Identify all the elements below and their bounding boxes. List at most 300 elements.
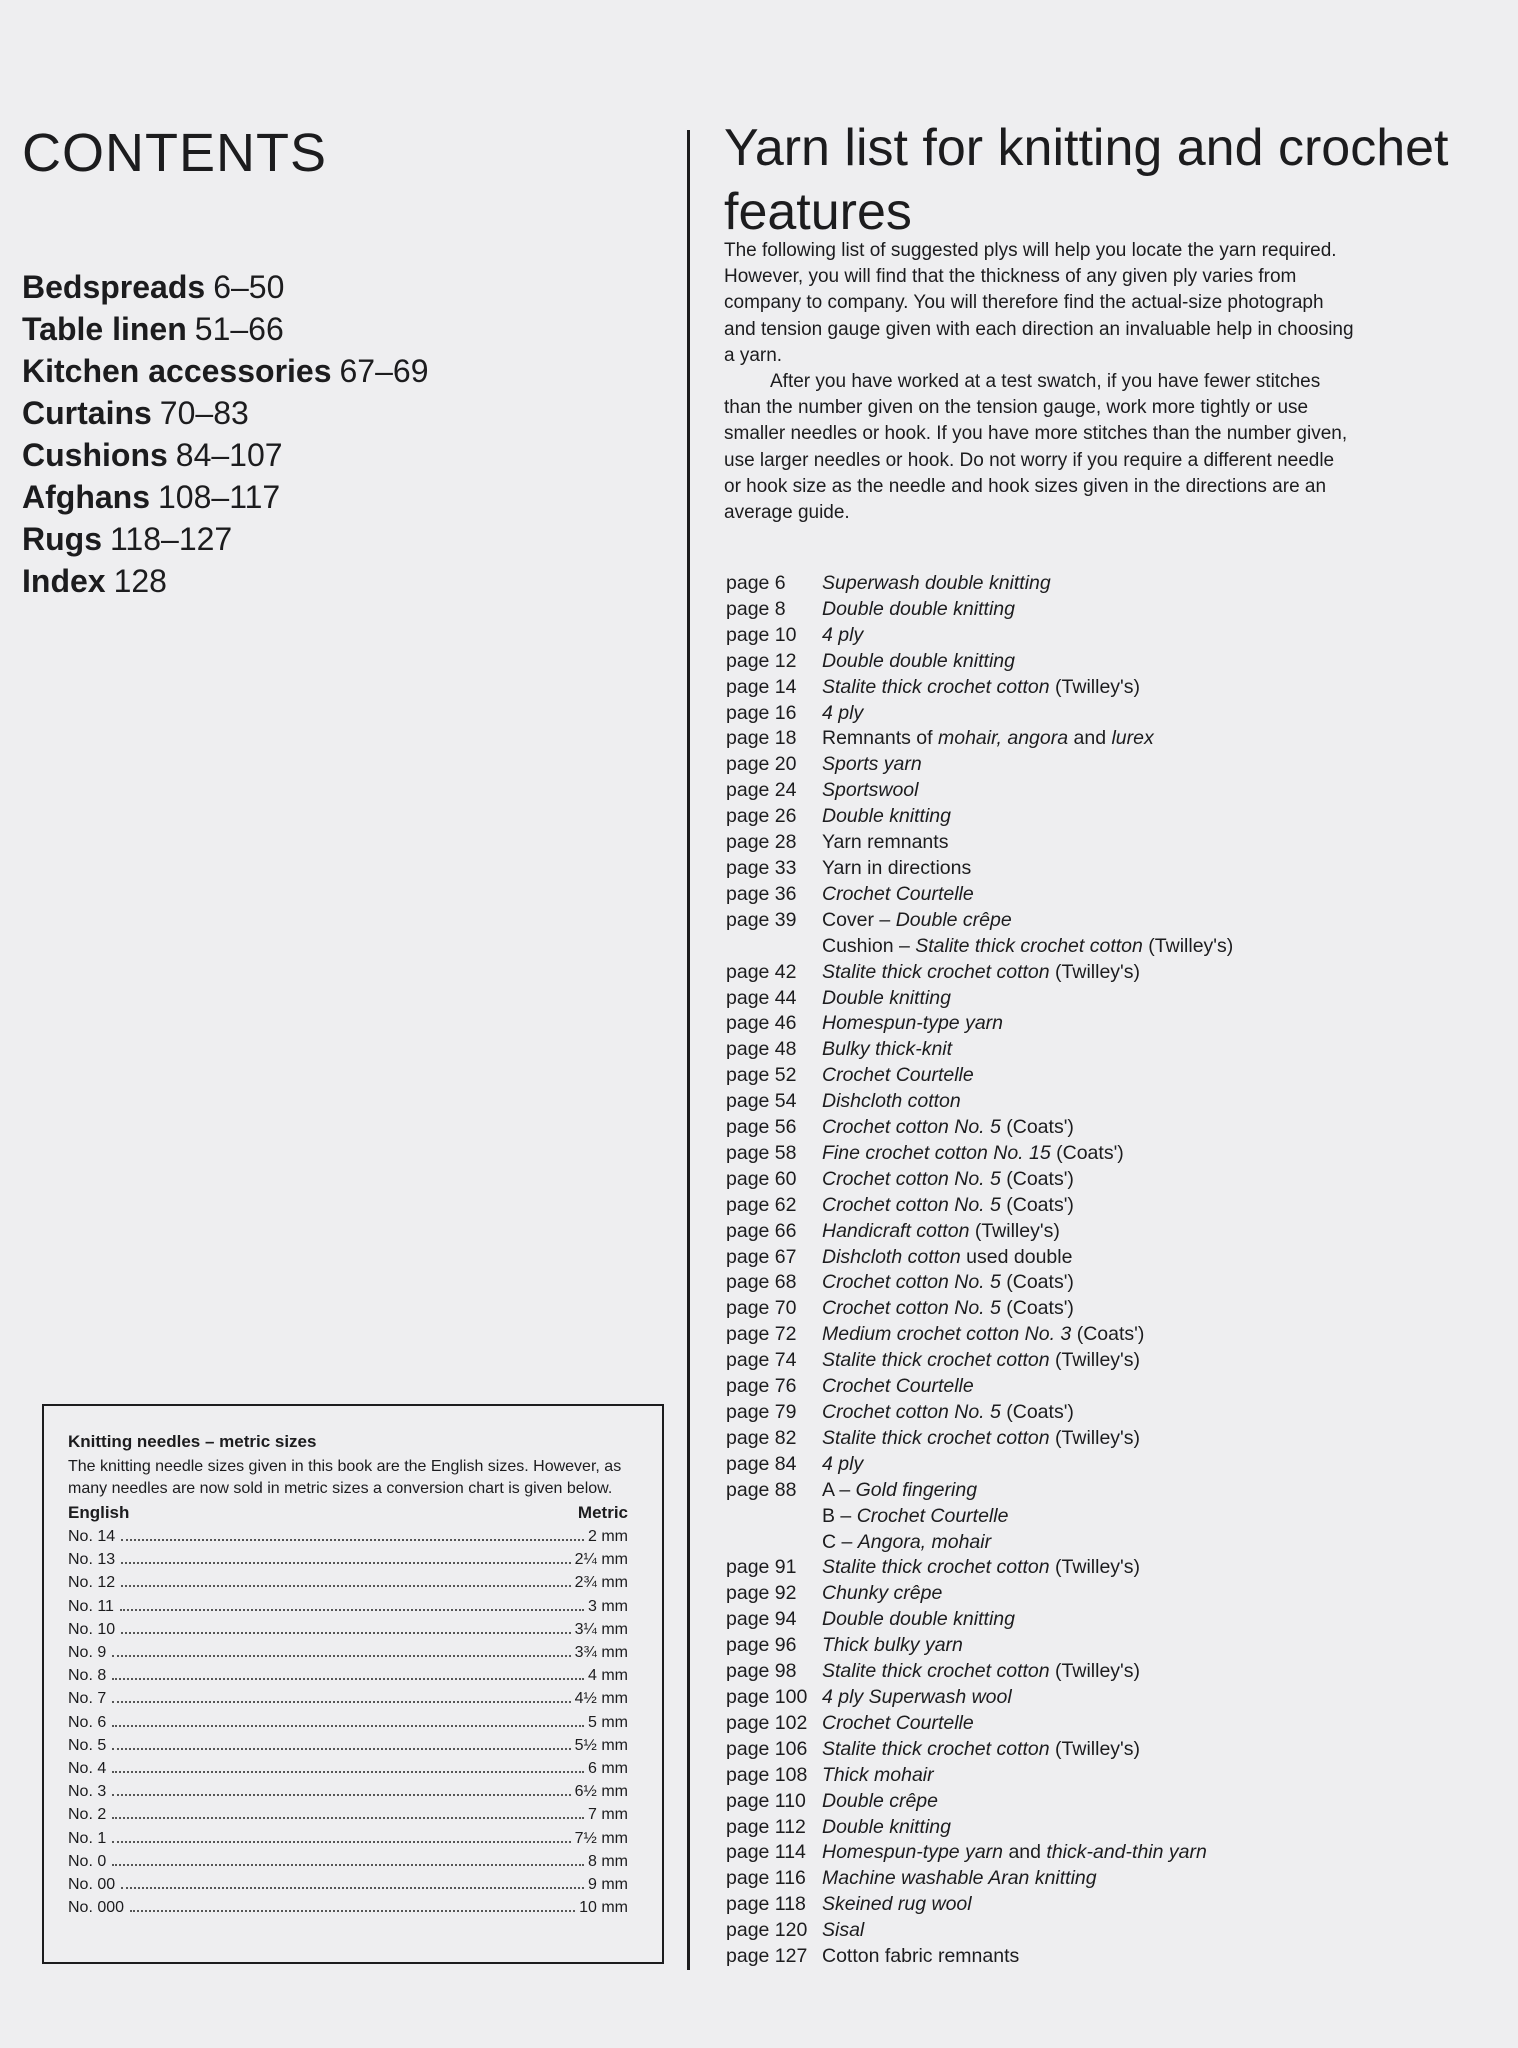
yarn-description xyxy=(822,1115,1074,1141)
yarn-description xyxy=(822,1633,963,1659)
yarn-plain: Remnants of xyxy=(822,727,933,750)
contents-pages: 51–66 xyxy=(194,311,284,347)
needle-row xyxy=(68,1757,628,1780)
yarn-description xyxy=(822,1063,974,1089)
needle-english-size: No. 8 xyxy=(68,1667,107,1685)
yarn-note: (Twilley's) xyxy=(974,1219,1060,1242)
needle-row xyxy=(68,1687,628,1710)
needle-chart-description: The knitting needle sizes given in this book are the English sizes. However, as many needles are now sold in metric sizes a conversion chart is given below. xyxy=(68,1458,622,1497)
yarn-name: Double double knitting xyxy=(822,597,1015,620)
yarn-description xyxy=(822,960,1140,986)
needle-metric-size: 4½ mm xyxy=(574,1690,628,1708)
yarn-description xyxy=(822,1322,1144,1348)
yarn-description xyxy=(822,1270,1074,1296)
yarn-note: (Coats') xyxy=(1006,1297,1074,1320)
needle-english-size: No. 1 xyxy=(68,1829,107,1847)
yarn-row xyxy=(726,960,1486,986)
dot-leader xyxy=(112,1841,570,1843)
contents-section: Kitchen accessories xyxy=(22,353,332,389)
yarn-name: Stalite thick crochet cotton xyxy=(822,1349,1050,1372)
yarn-page xyxy=(726,1530,822,1556)
yarn-row xyxy=(726,1789,1486,1815)
yarn-page: page 36 xyxy=(726,882,797,905)
needle-metric-size: 3¼ mm xyxy=(574,1620,628,1638)
needle-english-size: No. 5 xyxy=(68,1736,107,1754)
yarn-plain: Cover – xyxy=(822,908,891,931)
yarn-row xyxy=(726,856,1486,882)
yarn-plain: and xyxy=(1073,727,1107,750)
needle-metric-size: 4 mm xyxy=(588,1667,628,1685)
contents-section: Cushions xyxy=(22,437,168,473)
yarn-page: page 84 xyxy=(726,1452,797,1475)
yarn-name: Sisal xyxy=(822,1919,865,1942)
needle-row xyxy=(68,1664,628,1687)
needle-english-size: No. 13 xyxy=(68,1551,116,1569)
yarn-description xyxy=(822,1167,1074,1193)
yarn-description xyxy=(822,1478,977,1504)
needle-metric-size: 5 mm xyxy=(588,1713,628,1731)
yarn-page: page 44 xyxy=(726,986,797,1009)
yarn-page: page 79 xyxy=(726,1401,797,1423)
dot-leader xyxy=(121,1562,571,1564)
needle-row xyxy=(68,1734,628,1757)
yarn-name: Crochet Courtelle xyxy=(822,1711,974,1734)
yarn-row xyxy=(726,1607,1486,1633)
yarn-name: mohair, angora xyxy=(937,727,1069,750)
yarn-row xyxy=(726,1763,1486,1789)
yarn-page: page 88 xyxy=(726,1478,797,1501)
yarn-name: Superwash double knitting xyxy=(822,572,1051,594)
needle-metric-size: 9 mm xyxy=(588,1876,628,1894)
intro-paragraph-2: After you have worked at a test swatch, if you have fewer stitches than the number given on the tension gauge, work more tightly or use smaller needles or hook. If you have more stitches than the number given, use larger needles or hook. Do not worry if you require a different needle or hook size as the needle and hook sizes given in the directions are an average guide. xyxy=(724,371,1348,524)
yarn-list-title: Yarn list for knitting and crochet features xyxy=(724,119,1449,241)
yarn-name: Stalite thick crochet cotton xyxy=(822,675,1050,698)
yarn-page: page 33 xyxy=(726,856,797,879)
yarn-page: page 67 xyxy=(726,1245,797,1268)
contents-pages: 128 xyxy=(113,563,167,599)
yarn-row xyxy=(726,1374,1486,1400)
contents-item xyxy=(22,392,428,434)
yarn-page: page 10 xyxy=(726,623,797,646)
contents-pages: 84–107 xyxy=(175,437,283,473)
yarn-description xyxy=(822,1581,942,1607)
yarn-row xyxy=(726,1711,1486,1737)
yarn-page: page 102 xyxy=(726,1711,808,1734)
yarn-page: page 56 xyxy=(726,1116,797,1139)
yarn-page: page 110 xyxy=(726,1789,806,1812)
needle-row xyxy=(68,1827,628,1850)
yarn-page: page 127 xyxy=(726,1945,808,1968)
contents-pages: 108–117 xyxy=(158,479,281,515)
needle-row xyxy=(68,1850,628,1873)
yarn-row xyxy=(726,1504,1486,1530)
yarn-page: page 106 xyxy=(726,1737,808,1760)
yarn-description xyxy=(822,1866,1097,1892)
yarn-description xyxy=(822,1944,1019,1970)
dot-leader xyxy=(112,1655,570,1657)
yarn-name: Gold fingering xyxy=(855,1478,978,1501)
yarn-row xyxy=(726,1892,1486,1918)
yarn-description xyxy=(822,1918,864,1944)
yarn-name: Stalite thick crochet cotton xyxy=(822,1660,1050,1683)
yarn-name: Crochet cotton No. 5 xyxy=(822,1401,1001,1423)
yarn-row xyxy=(726,1141,1486,1167)
yarn-name: Machine washable Aran knitting xyxy=(822,1867,1097,1890)
dot-leader xyxy=(112,1771,584,1773)
yarn-page: page 8 xyxy=(726,597,786,620)
yarn-row xyxy=(726,934,1486,960)
yarn-note: (Coats') xyxy=(1006,1271,1074,1294)
dot-leader xyxy=(112,1678,584,1680)
column-english: English xyxy=(68,1503,130,1522)
needle-english-size: No. 00 xyxy=(68,1876,116,1894)
yarn-row xyxy=(726,986,1486,1012)
dot-leader xyxy=(112,1725,584,1727)
yarn-name: Sports yarn xyxy=(822,753,922,776)
yarn-description xyxy=(822,1530,991,1556)
yarn-row xyxy=(726,908,1486,934)
yarn-page: page 16 xyxy=(726,701,797,724)
needle-row xyxy=(68,1711,628,1734)
yarn-description xyxy=(822,1815,951,1841)
yarn-description xyxy=(822,675,1140,701)
yarn-page: page 6 xyxy=(726,572,786,594)
contents-item xyxy=(22,266,428,308)
needle-english-size: No. 4 xyxy=(68,1760,107,1778)
yarn-row xyxy=(726,1633,1486,1659)
yarn-name: Double knitting xyxy=(822,986,951,1009)
yarn-page: page 74 xyxy=(726,1349,797,1372)
yarn-note: (Twilley's) xyxy=(1055,1426,1141,1449)
yarn-row xyxy=(726,1944,1486,1970)
yarn-note: (Twilley's) xyxy=(1148,934,1234,957)
yarn-page: page 120 xyxy=(726,1919,808,1942)
contents-pages: 70–83 xyxy=(159,395,249,431)
yarn-page: page 76 xyxy=(726,1375,797,1398)
yarn-description xyxy=(822,649,1015,675)
contents-list xyxy=(22,266,428,602)
yarn-description xyxy=(822,571,1051,597)
yarn-description xyxy=(822,1711,974,1737)
yarn-row xyxy=(726,726,1486,752)
yarn-row xyxy=(726,778,1486,804)
yarn-description xyxy=(822,701,863,727)
column-divider xyxy=(687,130,690,1970)
needle-metric-size: 7 mm xyxy=(588,1806,628,1824)
yarn-name: Chunky crêpe xyxy=(822,1582,943,1605)
yarn-name: Angora, mohair xyxy=(857,1530,992,1553)
yarn-page: page 20 xyxy=(726,753,797,776)
yarn-name: Medium crochet cotton No. 3 xyxy=(822,1323,1072,1346)
yarn-name: Skeined rug wool xyxy=(822,1893,972,1916)
needle-metric-size: 5½ mm xyxy=(574,1736,628,1754)
needle-english-size: No. 2 xyxy=(68,1806,107,1824)
yarn-description xyxy=(822,1348,1140,1374)
yarn-description xyxy=(822,1840,1207,1866)
dot-leader xyxy=(121,1887,584,1889)
yarn-page: page 14 xyxy=(726,675,797,698)
yarn-plain: B – xyxy=(822,1504,852,1527)
yarn-name: Double double knitting xyxy=(822,649,1015,672)
yarn-note: (Twilley's) xyxy=(1055,675,1141,698)
needle-metric-size: 6½ mm xyxy=(574,1783,628,1801)
yarn-page: page 48 xyxy=(726,1038,797,1061)
yarn-name: Crochet cotton No. 5 xyxy=(822,1167,1001,1190)
yarn-plain: Cushion – xyxy=(822,934,910,957)
yarn-row xyxy=(726,1426,1486,1452)
yarn-description xyxy=(822,778,918,804)
column-metric: Metric xyxy=(577,1503,628,1522)
yarn-row xyxy=(726,1555,1486,1581)
yarn-row xyxy=(726,1737,1486,1763)
yarn-page: page 116 xyxy=(726,1867,806,1890)
yarn-page: page 66 xyxy=(726,1219,797,1242)
yarn-description xyxy=(822,1089,961,1115)
dot-leader xyxy=(120,1609,584,1611)
yarn-row xyxy=(726,1581,1486,1607)
needle-metric-size: 2 mm xyxy=(588,1528,628,1545)
yarn-name: Crochet cotton No. 5 xyxy=(822,1297,1001,1320)
yarn-description xyxy=(822,1245,1072,1271)
yarn-row xyxy=(726,1322,1486,1348)
yarn-name: Dishcloth cotton xyxy=(822,1090,961,1113)
yarn-row xyxy=(726,675,1486,701)
yarn-row xyxy=(726,1815,1486,1841)
yarn-description xyxy=(822,856,971,882)
contents-pages: 118–127 xyxy=(110,521,233,557)
yarn-note: (Coats') xyxy=(1076,1323,1145,1346)
yarn-note: (Coats') xyxy=(1006,1116,1074,1139)
yarn-name: Double crêpe xyxy=(895,908,1012,931)
dot-leader xyxy=(112,1817,584,1819)
yarn-description xyxy=(822,830,948,856)
dot-leader xyxy=(112,1748,570,1750)
needle-row xyxy=(68,1896,628,1919)
yarn-name: 4 ply xyxy=(822,623,864,646)
yarn-name: Stalite thick crochet cotton xyxy=(822,1556,1050,1579)
yarn-page: page 52 xyxy=(726,1064,797,1087)
yarn-description xyxy=(822,1607,1015,1633)
yarn-description xyxy=(822,1789,938,1815)
yarn-row xyxy=(726,1193,1486,1219)
yarn-description xyxy=(822,986,951,1012)
yarn-row xyxy=(726,1245,1486,1271)
yarn-description xyxy=(822,752,922,778)
yarn-description xyxy=(822,804,951,830)
yarn-page xyxy=(726,1504,822,1530)
needle-english-size: No. 6 xyxy=(68,1713,107,1731)
yarn-description xyxy=(822,1763,934,1789)
yarn-row xyxy=(726,597,1486,623)
yarn-row xyxy=(726,1270,1486,1296)
yarn-name: thick-and-thin yarn xyxy=(1046,1841,1207,1864)
needle-row xyxy=(68,1618,628,1641)
yarn-name: Homespun-type yarn xyxy=(822,1012,1004,1035)
yarn-row xyxy=(726,1089,1486,1115)
yarn-name: Double knitting xyxy=(822,1815,951,1838)
needle-english-size: No. 9 xyxy=(68,1644,107,1662)
yarn-name: Crochet Courtelle xyxy=(856,1504,1009,1527)
yarn-row xyxy=(726,571,1486,597)
yarn-page: page 72 xyxy=(726,1323,797,1346)
needle-metric-size: 3 mm xyxy=(588,1597,628,1615)
contents-item xyxy=(22,476,428,518)
needle-chart-header xyxy=(68,1503,628,1523)
yarn-page: page 96 xyxy=(726,1634,797,1657)
yarn-page: page 42 xyxy=(726,960,797,983)
dot-leader xyxy=(112,1794,570,1796)
needle-metric-size: 2¼ mm xyxy=(574,1551,628,1569)
yarn-description xyxy=(822,908,1012,934)
yarn-row xyxy=(726,882,1486,908)
yarn-note: (Twilley's) xyxy=(1055,1556,1141,1579)
yarn-name: Sportswool xyxy=(822,779,919,802)
yarn-page: page 82 xyxy=(726,1426,797,1449)
needle-size-chart xyxy=(42,1404,664,1964)
needle-english-size: No. 12 xyxy=(68,1574,116,1592)
yarn-name: Fine crochet cotton No. 15 xyxy=(822,1141,1051,1164)
yarn-row xyxy=(726,1452,1486,1478)
yarn-page: page 58 xyxy=(726,1141,797,1164)
yarn-description xyxy=(822,1011,1003,1037)
needle-chart-title: Knitting needles – metric sizes xyxy=(68,1432,317,1451)
yarn-plain: A – xyxy=(822,1478,851,1501)
contents-section: Curtains xyxy=(22,395,152,431)
yarn-description xyxy=(822,882,974,908)
yarn-page: page 62 xyxy=(726,1193,797,1216)
yarn-name: Handicraft cotton xyxy=(822,1219,970,1242)
yarn-row xyxy=(726,1219,1486,1245)
needle-row xyxy=(68,1641,628,1664)
dot-leader xyxy=(121,1539,584,1541)
needle-row xyxy=(68,1548,628,1571)
yarn-plain: Yarn in directions xyxy=(822,856,972,879)
yarn-page: page 24 xyxy=(726,779,797,802)
needle-row xyxy=(68,1595,628,1618)
yarn-name: Double crêpe xyxy=(822,1789,938,1812)
yarn-description xyxy=(822,1037,952,1063)
yarn-note: (Twilley's) xyxy=(1055,1349,1141,1372)
needle-metric-size: 6 mm xyxy=(588,1760,628,1778)
yarn-name: Thick bulky yarn xyxy=(822,1634,963,1657)
yarn-row xyxy=(726,623,1486,649)
yarn-page: page 92 xyxy=(726,1582,797,1605)
contents-section: Bedspreads xyxy=(22,269,206,305)
needle-english-size: No. 3 xyxy=(68,1783,107,1801)
yarn-description xyxy=(822,1737,1140,1763)
yarn-page: page 100 xyxy=(726,1685,808,1708)
yarn-note: (Coats') xyxy=(1006,1401,1074,1423)
yarn-row xyxy=(726,830,1486,856)
contents-pages: 6–50 xyxy=(213,269,285,305)
yarn-description xyxy=(822,1452,863,1478)
needle-metric-size: 3¾ mm xyxy=(574,1644,628,1662)
yarn-name: Crochet Courtelle xyxy=(822,882,974,905)
yarn-plain: C – xyxy=(822,1530,853,1553)
needle-english-size: No. 14 xyxy=(68,1528,116,1545)
yarn-row xyxy=(726,1400,1486,1426)
yarn-page xyxy=(726,934,822,960)
yarn-page: page 114 xyxy=(726,1841,806,1864)
yarn-name: Bulky thick-knit xyxy=(822,1038,953,1061)
yarn-name: Homespun-type yarn xyxy=(822,1841,1004,1864)
yarn-row xyxy=(726,1115,1486,1141)
contents-pages: 67–69 xyxy=(339,353,429,389)
yarn-description xyxy=(822,1504,1008,1530)
yarn-row xyxy=(726,1866,1486,1892)
yarn-intro xyxy=(724,238,1354,526)
yarn-row xyxy=(726,1918,1486,1944)
yarn-plain: Yarn remnants xyxy=(822,831,949,854)
contents-item xyxy=(22,518,428,560)
needle-english-size: No. 11 xyxy=(68,1597,114,1615)
yarn-row xyxy=(726,1530,1486,1556)
contents-item xyxy=(22,560,428,602)
yarn-row xyxy=(726,1659,1486,1685)
needle-metric-size: 2¾ mm xyxy=(574,1574,628,1592)
yarn-row xyxy=(726,804,1486,830)
yarn-page: page 28 xyxy=(726,831,797,854)
needle-metric-size: 8 mm xyxy=(588,1852,628,1870)
contents-item xyxy=(22,434,428,476)
dot-leader xyxy=(121,1585,571,1587)
yarn-row xyxy=(726,1685,1486,1711)
yarn-description xyxy=(822,597,1015,623)
yarn-row xyxy=(726,1011,1486,1037)
yarn-name: Stalite thick crochet cotton xyxy=(822,1737,1050,1760)
needle-chart-rows xyxy=(68,1525,636,1919)
yarn-note: used double xyxy=(966,1245,1073,1268)
yarn-name: Double double knitting xyxy=(822,1608,1015,1631)
yarn-note: (Twilley's) xyxy=(1055,1660,1141,1683)
dot-leader xyxy=(121,1632,571,1634)
yarn-page: page 112 xyxy=(726,1815,806,1838)
yarn-description xyxy=(822,623,863,649)
yarn-name: 4 ply xyxy=(822,1452,864,1475)
intro-paragraph-1: The following list of suggested plys will help you locate the yarn required. However, you will find that the thickness of any given ply varies from company to company. You will therefore find the actual-size photograph and tension gauge given with each direction an invaluable help in choosing a yarn. xyxy=(724,240,1354,366)
yarn-plain: Cotton fabric remnants xyxy=(822,1945,1020,1968)
yarn-name: Crochet cotton No. 5 xyxy=(822,1193,1001,1216)
yarn-page: page 12 xyxy=(726,649,797,672)
contents-section: Afghans xyxy=(22,479,150,515)
yarn-name: Crochet cotton No. 5 xyxy=(822,1271,1001,1294)
needle-row xyxy=(68,1780,628,1803)
needle-metric-size: 7½ mm xyxy=(574,1829,628,1847)
yarn-name: lurex xyxy=(1111,727,1154,750)
needle-row xyxy=(68,1525,628,1548)
yarn-description xyxy=(822,1555,1140,1581)
needle-english-size: No. 7 xyxy=(68,1690,107,1708)
yarn-page: page 118 xyxy=(726,1893,806,1916)
yarn-description xyxy=(822,1219,1060,1245)
yarn-page: page 26 xyxy=(726,805,797,828)
yarn-name: Double knitting xyxy=(822,805,951,828)
yarn-page: page 18 xyxy=(726,727,797,750)
yarn-description xyxy=(822,1659,1140,1685)
yarn-description xyxy=(822,1193,1074,1219)
yarn-row xyxy=(726,649,1486,675)
yarn-note: (Twilley's) xyxy=(1055,1737,1141,1760)
yarn-page: page 108 xyxy=(726,1763,808,1786)
yarn-name: 4 ply xyxy=(822,701,864,724)
yarn-name: Stalite thick crochet cotton xyxy=(915,934,1143,957)
yarn-name: Crochet Courtelle xyxy=(822,1064,974,1087)
yarn-description xyxy=(822,934,1233,960)
yarn-page: page 70 xyxy=(726,1297,797,1320)
yarn-description xyxy=(822,1296,1074,1322)
yarn-row xyxy=(726,1840,1486,1866)
yarn-name: Crochet Courtelle xyxy=(822,1375,974,1398)
